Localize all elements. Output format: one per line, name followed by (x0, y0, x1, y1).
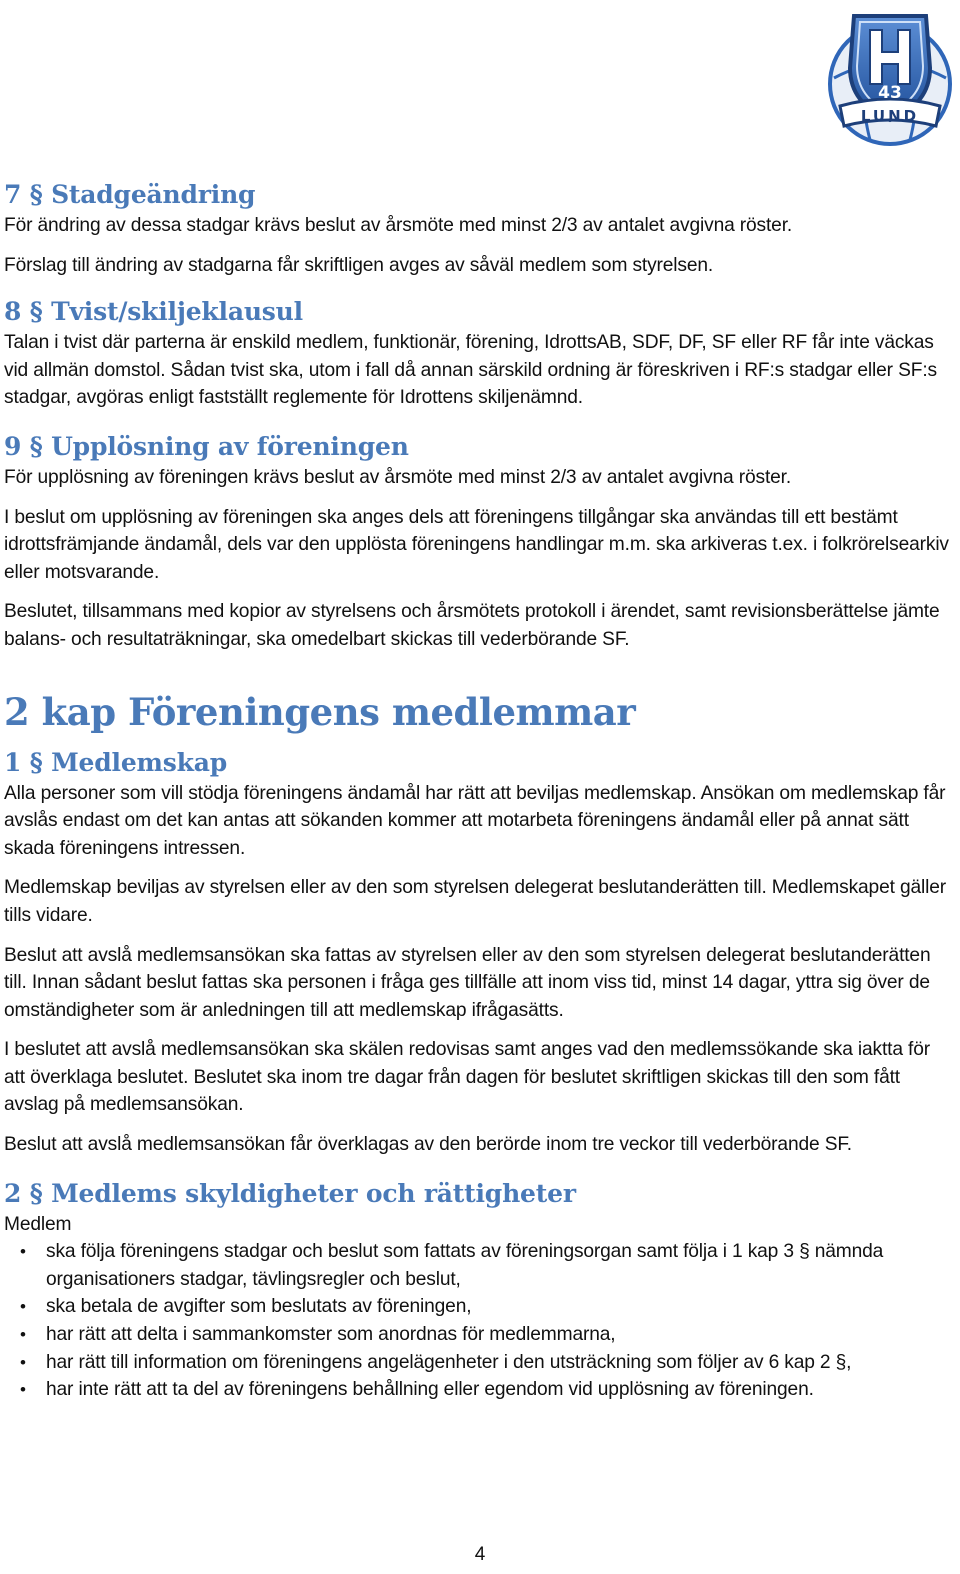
chapter-heading: 2 kap Föreningens medlemmar (4, 689, 636, 734)
section-heading: 2 § Medlems skyldigheter och rättigheter (4, 1178, 576, 1208)
list-item: • har inte rätt att ta del av föreningens behållning eller egendom vid upplösning av föreningen. (4, 1376, 956, 1404)
section-8 (4, 297, 956, 412)
section-9 (4, 432, 956, 654)
logo-letter: H (890, 8, 891, 9)
page-number: 4 (474, 1544, 486, 1565)
list-item: • ska följa föreningens stadgar och beslut som fattats av föreningsorgan samt följa i 1 kap 3 § nämnda organisationers stadgar, tävlingsregler och beslut, (4, 1238, 956, 1293)
paragraph: I beslutet att avslå medlemsansökan ska skälen redovisas samt anges vad den medlemssökande ska iaktta för att överklaga beslutet. Beslutet ska inom tre dagar från dagen för beslutet skriftligen skickas till den som fått avslag på medlemsansökan. (4, 1039, 930, 1116)
paragraph: Medlemskap beviljas av styrelsen eller av den som styrelsen delegerat beslutanderätten till. Medlemskapet gäller tills vidare. (4, 877, 946, 926)
paragraph: Förslag till ändring av stadgarna får skriftligen avges av såväl medlem som styrelsen. (4, 254, 714, 276)
section-heading: 9 § Upplösning av föreningen (4, 431, 409, 461)
paragraph: För upplösning av föreningen krävs beslut av årsmöte med minst 2/3 av antalet avgivna röster. (4, 466, 792, 488)
paragraph: Alla personer som vill stödja föreningens ändamål har rätt att beviljas medlemskap. Ansökan om medlemskap får avslås endast om det kan antas att sökanden kommer att motarbeta föreningens ändamål eller på annat sätt skada föreningens intressen. (4, 782, 946, 859)
paragraph: För ändring av dessa stadgar krävs beslut av årsmöte med minst 2/3 av antalet avgivna röster. (4, 215, 793, 236)
paragraph: Talan i tvist där parterna är enskild medlem, funktionär, förening, IdrottsAB, SDF, DF, SF eller RF får inte väckas vid allmän domstol. Sådan tvist ska, utom i fall då annan särskild ordning är föreskriven i RF:s stadgar eller SF:s stadgar, avgöras enligt fastställt reglemente för Idrottens skiljenämnd. (4, 332, 937, 409)
list-item: • har rätt till information om föreningens angelägenheter i den utsträckning som följer av 6 kap 2 §, (4, 1349, 956, 1377)
list-item: • ska betala de avgifter som beslutats av föreningen, (4, 1293, 956, 1321)
bullet-list (4, 1238, 956, 1404)
section-medlemskap (4, 748, 956, 1159)
logo-city: LUND (860, 107, 920, 125)
list-item: • har rätt att delta i sammankomster som anordnas för medlemmarna, (4, 1321, 956, 1349)
section-heading: 8 § Tvist/skiljeklausul (4, 297, 303, 327)
section-7 (4, 180, 956, 279)
section-heading: 7 § Stadgeändring (4, 180, 256, 209)
paragraph: Beslutet, tillsammans med kopior av styrelsens och årsmötets protokoll i ärendet, samt revisionsberättelse jämte balans- och resultaträkningar, ska omedelbart skickas till vederbörande SF. (4, 601, 940, 650)
club-crest-icon (826, 8, 954, 154)
club-logo (826, 8, 954, 154)
paragraph: Beslut att avslå medlemsansökan får överklagas av den berörde inom tre veckor till vederbörande SF. (4, 1134, 852, 1156)
document-body (4, 180, 956, 1404)
paragraph: Beslut att avslå medlemsansökan ska fattas av styrelsen eller av den som styrelsen delegerat beslutanderätten till. Innan sådant beslut fattas ska personen i fråga ges tillfälle att inom viss tid, minst 14 dagar, yttra sig över de omständigheter som är anledningen till att medlemskap ifrågasätts. (4, 944, 931, 1021)
logo-number: 43 (878, 83, 902, 103)
section-skyldigheter (4, 1179, 956, 1404)
section-heading: 1 § Medlemskap (4, 747, 228, 777)
paragraph: I beslut om upplösning av föreningen ska anges dels att föreningens tillgångar ska användas till ett bestämt idrottsfrämjande ändamål, dels var den upplösta föreningens handlingar m.m. ska arkiveras t.ex. i folkrörelsearkiv eller motsvarande. (4, 506, 949, 583)
paragraph: Medlem (4, 1213, 72, 1235)
